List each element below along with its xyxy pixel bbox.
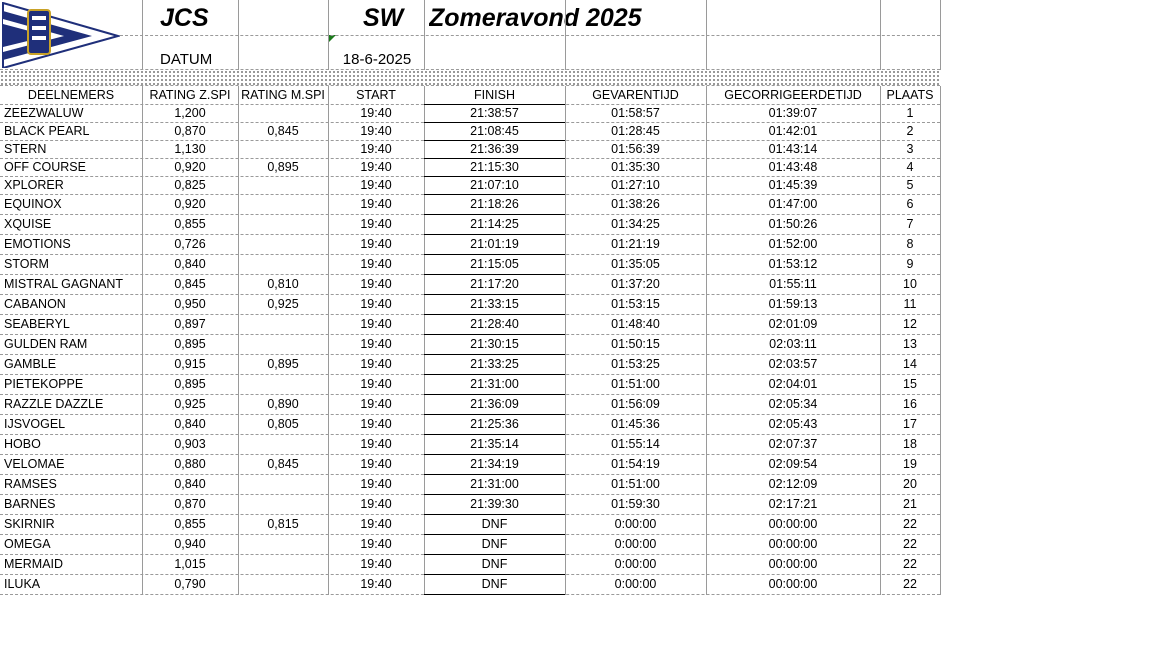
start-time: 19:40 xyxy=(360,377,392,391)
start-time: 19:40 xyxy=(360,297,392,311)
finish-time: 21:01:19 xyxy=(470,237,519,251)
place: 12 xyxy=(903,317,917,331)
start-time: 19:40 xyxy=(360,337,392,351)
elapsed-time: 01:28:45 xyxy=(611,124,660,138)
elapsed-time: 01:48:40 xyxy=(611,317,660,331)
elapsed-time: 01:55:14 xyxy=(611,437,660,451)
boat-name: EMOTIONS xyxy=(4,237,71,251)
finish-time: DNF xyxy=(481,557,508,571)
boat-name: STERN xyxy=(4,142,47,156)
rating-zspi: 0,855 xyxy=(174,517,206,531)
boat-name: VELOMAE xyxy=(4,457,65,471)
grid-hline xyxy=(424,414,565,415)
elapsed-time: 01:53:15 xyxy=(611,297,660,311)
rating-mspi xyxy=(238,574,328,594)
start-time: 19:40 xyxy=(360,142,392,156)
rating-mspi xyxy=(238,434,328,454)
elapsed-time: 01:56:39 xyxy=(611,142,660,156)
grid-hline xyxy=(424,534,565,535)
grid-hline xyxy=(424,140,565,141)
boat-name: CABANON xyxy=(4,297,66,311)
elapsed-time: 01:45:36 xyxy=(611,417,660,431)
corrected-time: 02:12:09 xyxy=(768,477,818,491)
boat-name: SKIRNIR xyxy=(4,517,55,531)
corrected-time: 01:39:07 xyxy=(768,106,818,120)
rating-zspi: 1,200 xyxy=(174,106,206,120)
grid-hline xyxy=(424,354,565,355)
class-name: SW xyxy=(363,4,404,32)
col-header-gecorrigeerdetijd: GECORRIGEERDETIJD xyxy=(724,88,862,102)
rating-zspi: 0,790 xyxy=(174,577,206,591)
elapsed-time: 01:27:10 xyxy=(611,178,660,192)
place: 6 xyxy=(906,197,914,211)
grid-hline xyxy=(424,234,565,235)
rating-zspi: 0,925 xyxy=(174,397,206,411)
club-name: JCS xyxy=(160,4,209,32)
start-time: 19:40 xyxy=(360,178,392,192)
start-time: 19:40 xyxy=(360,317,392,331)
corrected-time: 01:43:14 xyxy=(768,142,818,156)
start-time: 19:40 xyxy=(360,357,392,371)
grid-vline xyxy=(940,86,941,595)
rating-mspi xyxy=(238,534,328,554)
grid-hline xyxy=(424,374,565,375)
finish-time: 21:28:40 xyxy=(470,317,519,331)
grid-hline xyxy=(120,35,940,36)
rating-zspi: 0,840 xyxy=(174,477,206,491)
start-time: 19:40 xyxy=(360,257,392,271)
start-time: 19:40 xyxy=(360,537,392,551)
grid-hline xyxy=(424,574,565,575)
elapsed-time: 0:00:00 xyxy=(614,577,657,591)
finish-time: 21:17:20 xyxy=(470,277,519,291)
rating-mspi xyxy=(238,140,328,158)
rating-mspi xyxy=(238,334,328,354)
place: 3 xyxy=(906,142,914,156)
place: 11 xyxy=(903,297,917,311)
start-time: 19:40 xyxy=(360,517,392,531)
place: 19 xyxy=(903,457,917,471)
rating-zspi: 0,840 xyxy=(174,257,206,271)
boat-name: ZEEZWALUW xyxy=(4,106,84,120)
start-time: 19:40 xyxy=(360,197,392,211)
corrected-time: 01:53:12 xyxy=(768,257,818,271)
finish-time: 21:07:10 xyxy=(470,178,519,192)
place: 16 xyxy=(903,397,917,411)
boat-name: BLACK PEARL xyxy=(4,124,90,138)
grid-hline xyxy=(424,214,565,215)
finish-time: 21:38:57 xyxy=(470,106,519,120)
rating-zspi: 1,130 xyxy=(174,142,206,156)
place: 20 xyxy=(903,477,917,491)
elapsed-time: 01:51:00 xyxy=(611,477,660,491)
col-header-deelnemers: DEELNEMERS xyxy=(27,88,115,102)
elapsed-time: 01:56:09 xyxy=(611,397,660,411)
corrected-time: 00:00:00 xyxy=(768,557,818,571)
rating-mspi xyxy=(238,314,328,334)
corrected-time: 02:03:11 xyxy=(769,337,817,351)
col-header-start: START xyxy=(356,88,396,102)
finish-time: 21:36:09 xyxy=(470,397,519,411)
corrected-time: 02:05:34 xyxy=(768,397,818,411)
rating-zspi: 0,895 xyxy=(174,377,206,391)
finish-time: 21:39:30 xyxy=(470,497,519,511)
grid-hline xyxy=(424,194,565,195)
elapsed-time: 01:50:15 xyxy=(611,337,660,351)
corrected-time: 00:00:00 xyxy=(768,517,818,531)
col-header-gevarentijd: GEVARENTIJD xyxy=(592,88,679,102)
rating-mspi: 0,925 xyxy=(267,297,299,311)
finish-time: 21:33:25 xyxy=(470,357,519,371)
place: 7 xyxy=(906,217,914,231)
header-separator xyxy=(0,70,940,85)
finish-time: 21:31:00 xyxy=(470,377,519,391)
boat-name: EQUINOX xyxy=(4,197,62,211)
event-title: Zomeravond 2025 xyxy=(429,4,642,32)
rating-mspi xyxy=(238,474,328,494)
grid-vline xyxy=(238,86,239,595)
grid-hline xyxy=(424,254,565,255)
corrected-time: 00:00:00 xyxy=(768,537,818,551)
boat-name: OMEGA xyxy=(4,537,51,551)
grid-vline xyxy=(880,86,881,595)
boat-name: OFF COURSE xyxy=(4,160,86,174)
col-header-finish: FINISH xyxy=(474,88,515,102)
club-pennant-flag-icon xyxy=(2,2,120,68)
place: 22 xyxy=(903,517,917,531)
elapsed-time: 01:35:05 xyxy=(611,257,660,271)
boat-name: MERMAID xyxy=(4,557,64,571)
rating-zspi: 0,855 xyxy=(174,217,206,231)
boat-name: MISTRAL GAGNANT xyxy=(4,277,123,291)
elapsed-time: 01:53:25 xyxy=(611,357,660,371)
boat-name: PIETEKOPPE xyxy=(4,377,84,391)
grid-hline xyxy=(424,334,565,335)
rating-mspi xyxy=(238,214,328,234)
rating-zspi: 0,915 xyxy=(174,357,206,371)
rating-mspi xyxy=(238,234,328,254)
finish-time: 21:15:05 xyxy=(470,257,519,271)
place: 4 xyxy=(906,160,914,174)
finish-time: 21:14:25 xyxy=(470,217,519,231)
place: 8 xyxy=(906,237,914,251)
boat-name: ILUKA xyxy=(4,577,41,591)
rating-mspi: 0,815 xyxy=(267,517,299,531)
elapsed-time: 0:00:00 xyxy=(614,517,657,531)
boat-name: IJSVOGEL xyxy=(4,417,66,431)
col-header-rating-zspi: RATING Z.SPI xyxy=(149,88,231,102)
corrected-time: 01:47:00 xyxy=(768,197,818,211)
boat-name: XPLORER xyxy=(4,178,64,192)
grid-hline xyxy=(424,494,565,495)
start-time: 19:40 xyxy=(360,277,392,291)
rating-zspi: 0,940 xyxy=(174,537,206,551)
corrected-time: 02:05:43 xyxy=(768,417,818,431)
corrected-time: 01:45:39 xyxy=(768,178,818,192)
rating-mspi xyxy=(238,374,328,394)
rating-mspi xyxy=(238,494,328,514)
rating-zspi: 0,920 xyxy=(174,197,206,211)
rating-zspi: 0,845 xyxy=(174,277,206,291)
rating-mspi xyxy=(238,176,328,194)
start-time: 19:40 xyxy=(360,217,392,231)
corrected-time: 01:42:01 xyxy=(768,124,818,138)
rating-zspi: 0,870 xyxy=(174,497,206,511)
place: 22 xyxy=(903,577,917,591)
grid-hline xyxy=(424,554,565,555)
rating-zspi: 0,825 xyxy=(174,178,206,192)
grid-hline xyxy=(424,394,565,395)
start-time: 19:40 xyxy=(360,457,392,471)
rating-mspi: 0,895 xyxy=(267,160,299,174)
date-value: 18-6-2025 xyxy=(342,51,412,68)
elapsed-time: 01:58:57 xyxy=(611,106,660,120)
rating-zspi: 0,726 xyxy=(174,237,206,251)
rating-zspi: 0,895 xyxy=(174,337,206,351)
place: 14 xyxy=(903,357,917,371)
place: 1 xyxy=(906,106,914,120)
elapsed-time: 0:00:00 xyxy=(614,557,657,571)
place: 2 xyxy=(906,124,914,138)
corrected-time: 02:09:54 xyxy=(768,457,818,471)
rating-mspi: 0,845 xyxy=(267,124,299,138)
rating-zspi: 0,870 xyxy=(174,124,206,138)
boat-name: RAZZLE DAZZLE xyxy=(4,397,104,411)
elapsed-time: 01:59:30 xyxy=(611,497,660,511)
corrected-time: 01:59:13 xyxy=(768,297,818,311)
rating-zspi: 0,903 xyxy=(174,437,206,451)
start-time: 19:40 xyxy=(360,417,392,431)
start-time: 19:40 xyxy=(360,577,392,591)
place: 18 xyxy=(903,437,917,451)
start-time: 19:40 xyxy=(360,124,392,138)
boat-name: XQUISE xyxy=(4,217,52,231)
start-time: 19:40 xyxy=(360,497,392,511)
rating-zspi: 0,920 xyxy=(174,160,206,174)
place: 13 xyxy=(903,337,917,351)
rating-zspi: 0,950 xyxy=(174,297,206,311)
grid-hline xyxy=(424,474,565,475)
start-time: 19:40 xyxy=(360,557,392,571)
boat-name: STORM xyxy=(4,257,49,271)
grid-hline xyxy=(424,176,565,177)
finish-time: DNF xyxy=(481,517,508,531)
corrected-time: 02:04:01 xyxy=(768,377,818,391)
place: 15 xyxy=(903,377,917,391)
boat-name: GAMBLE xyxy=(4,357,57,371)
place: 22 xyxy=(903,537,917,551)
elapsed-time: 0:00:00 xyxy=(614,537,657,551)
finish-time: 21:08:45 xyxy=(470,124,519,138)
elapsed-time: 01:51:00 xyxy=(611,377,660,391)
grid-hline xyxy=(424,122,565,123)
rating-mspi xyxy=(238,254,328,274)
finish-time: 21:30:15 xyxy=(470,337,519,351)
corrected-time: 01:50:26 xyxy=(768,217,818,231)
corrected-time: 00:00:00 xyxy=(768,577,818,591)
corrected-time: 01:55:11 xyxy=(769,277,817,291)
grid-hline xyxy=(0,69,940,70)
place: 21 xyxy=(903,497,917,511)
rating-mspi: 0,890 xyxy=(267,397,299,411)
boat-name: GULDEN RAM xyxy=(4,337,88,351)
corrected-time: 01:52:00 xyxy=(768,237,818,251)
grid-vline xyxy=(424,86,425,595)
start-time: 19:40 xyxy=(360,160,392,174)
start-time: 19:40 xyxy=(360,477,392,491)
rating-mspi: 0,805 xyxy=(267,417,299,431)
rating-zspi: 0,880 xyxy=(174,457,206,471)
boat-name: SEABERYL xyxy=(4,317,70,331)
comment-marker-icon xyxy=(329,35,336,42)
finish-time: 21:33:15 xyxy=(470,297,519,311)
rating-mspi: 0,895 xyxy=(267,357,299,371)
grid-vline xyxy=(706,86,707,595)
boat-name: HOBO xyxy=(4,437,41,451)
finish-time: 21:35:14 xyxy=(470,437,519,451)
rating-mspi: 0,810 xyxy=(267,277,299,291)
rating-mspi xyxy=(238,554,328,574)
start-time: 19:40 xyxy=(360,106,392,120)
elapsed-time: 01:54:19 xyxy=(611,457,660,471)
elapsed-time: 01:34:25 xyxy=(611,217,660,231)
place: 17 xyxy=(903,417,917,431)
grid-hline xyxy=(424,104,565,105)
place: 10 xyxy=(903,277,917,291)
finish-time: 21:18:26 xyxy=(470,197,519,211)
finish-time: 21:34:19 xyxy=(470,457,519,471)
place: 5 xyxy=(906,178,914,192)
finish-time: 21:36:39 xyxy=(470,142,519,156)
rating-zspi: 0,840 xyxy=(174,417,206,431)
grid-hline xyxy=(424,514,565,515)
col-header-rating-mspi: RATING M.SPI xyxy=(241,88,325,102)
rating-mspi: 0,845 xyxy=(267,457,299,471)
elapsed-time: 01:35:30 xyxy=(611,160,660,174)
finish-time: DNF xyxy=(481,537,508,551)
start-time: 19:40 xyxy=(360,237,392,251)
finish-time: 21:15:30 xyxy=(470,160,519,174)
rating-zspi: 1,015 xyxy=(174,557,206,571)
grid-vline xyxy=(328,86,329,595)
elapsed-time: 01:21:19 xyxy=(611,237,660,251)
grid-hline xyxy=(424,434,565,435)
place: 22 xyxy=(903,557,917,571)
elapsed-time: 01:37:20 xyxy=(611,277,660,291)
grid-hline xyxy=(0,85,940,86)
grid-hline xyxy=(424,294,565,295)
start-time: 19:40 xyxy=(360,397,392,411)
rating-mspi xyxy=(238,104,328,122)
boat-name: BARNES xyxy=(4,497,56,511)
rating-zspi: 0,897 xyxy=(174,317,206,331)
place: 9 xyxy=(906,257,914,271)
corrected-time: 02:07:37 xyxy=(768,437,818,451)
grid-hline xyxy=(424,274,565,275)
boat-name: RAMSES xyxy=(4,477,57,491)
grid-vline xyxy=(565,86,566,595)
corrected-time: 02:01:09 xyxy=(768,317,818,331)
corrected-time: 02:17:21 xyxy=(768,497,818,511)
grid-hline xyxy=(424,314,565,315)
grid-hline xyxy=(424,158,565,159)
finish-time: DNF xyxy=(481,577,508,591)
grid-hline xyxy=(424,594,565,595)
grid-vline xyxy=(940,0,941,70)
rating-mspi xyxy=(238,194,328,214)
col-header-plaats: PLAATS xyxy=(886,88,934,102)
date-label: DATUM xyxy=(160,51,213,68)
corrected-time: 02:03:57 xyxy=(768,357,818,371)
finish-time: 21:31:00 xyxy=(470,477,519,491)
grid-hline xyxy=(424,454,565,455)
elapsed-time: 01:38:26 xyxy=(611,197,660,211)
start-time: 19:40 xyxy=(360,437,392,451)
corrected-time: 01:43:48 xyxy=(768,160,818,174)
finish-time: 21:25:36 xyxy=(470,417,519,431)
grid-vline xyxy=(142,86,143,595)
